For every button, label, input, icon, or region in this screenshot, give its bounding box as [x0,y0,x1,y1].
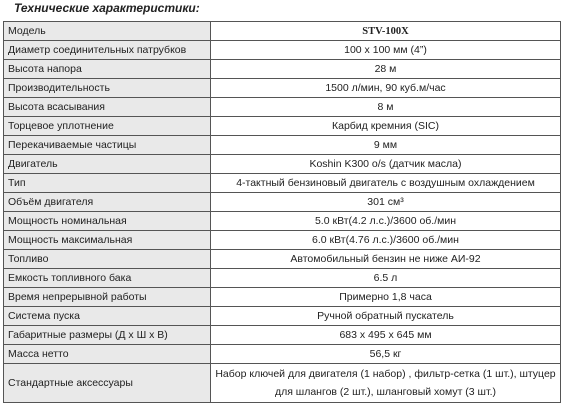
table-row [4,155,561,174]
param-name: Мощность максимальная [4,231,211,250]
param-value: 9 мм [211,136,561,155]
param-value: Ручной обратный пускатель [211,307,561,326]
param-name: Модель [4,22,211,41]
param-value: 8 м [211,98,561,117]
param-value: 56,5 кг [211,345,561,364]
param-value: Примерно 1,8 часа [211,288,561,307]
param-value: Набор ключей для двигателя (1 набор) , фильтр-сетка (1 шт.), штуцер для шлангов (2 шт.), шланговый хомут (3 шт.) [211,364,561,403]
param-name: Производительность [4,79,211,98]
table-row [4,269,561,288]
param-value: Карбид кремния (SIC) [211,117,561,136]
table-row [4,41,561,60]
table-row [4,364,561,403]
param-value: Автомобильный бензин не ниже АИ-92 [211,250,561,269]
table-row [4,345,561,364]
table-row [4,136,561,155]
param-name: Время непрерывной работы [4,288,211,307]
table-row [4,212,561,231]
table-row [4,307,561,326]
param-name: Торцевое уплотнение [4,117,211,136]
param-value: 1500 л/мин, 90 куб.м/час [211,79,561,98]
param-value: Koshin K300 o/s (датчик масла) [211,155,561,174]
param-value: 6.5 л [211,269,561,288]
param-name: Двигатель [4,155,211,174]
table-row [4,98,561,117]
param-name: Перекачиваемые частицы [4,136,211,155]
param-value: 5.0 кВт(4.2 л.с.)/3600 об./мин [211,212,561,231]
param-name: Стандартные аксессуары [4,364,211,403]
table-row [4,193,561,212]
table-row [4,117,561,136]
table-row [4,60,561,79]
spec-table [3,21,561,403]
param-name: Масса нетто [4,345,211,364]
param-name: Высота напора [4,60,211,79]
param-value: 301 см³ [211,193,561,212]
param-value: 100 х 100 мм (4”) [211,41,561,60]
table-row [4,79,561,98]
param-name: Топливо [4,250,211,269]
param-name: Габаритные размеры (Д х Ш х В) [4,326,211,345]
param-name: Мощность номинальная [4,212,211,231]
param-name: Объём двигателя [4,193,211,212]
param-name: Высота всасывания [4,98,211,117]
param-name: Система пуска [4,307,211,326]
table-row [4,22,561,41]
param-name: Диаметр соединительных патрубков [4,41,211,60]
table-row [4,326,561,345]
param-value: 4-тактный бензиновый двигатель с воздушным охлаждением [211,174,561,193]
table-row [4,231,561,250]
param-value: 28 м [211,60,561,79]
table-row [4,250,561,269]
table-row [4,288,561,307]
param-value: 6.0 кВт(4.76 л.с.)/3600 об./мин [211,231,561,250]
param-name: Тип [4,174,211,193]
spec-table-body [4,22,561,403]
section-title: Технические характеристики: [14,1,200,15]
table-row [4,174,561,193]
param-value: 683 х 495 х 645 мм [211,326,561,345]
param-name: Емкость топливного бака [4,269,211,288]
param-value: STV-100X [211,22,561,41]
